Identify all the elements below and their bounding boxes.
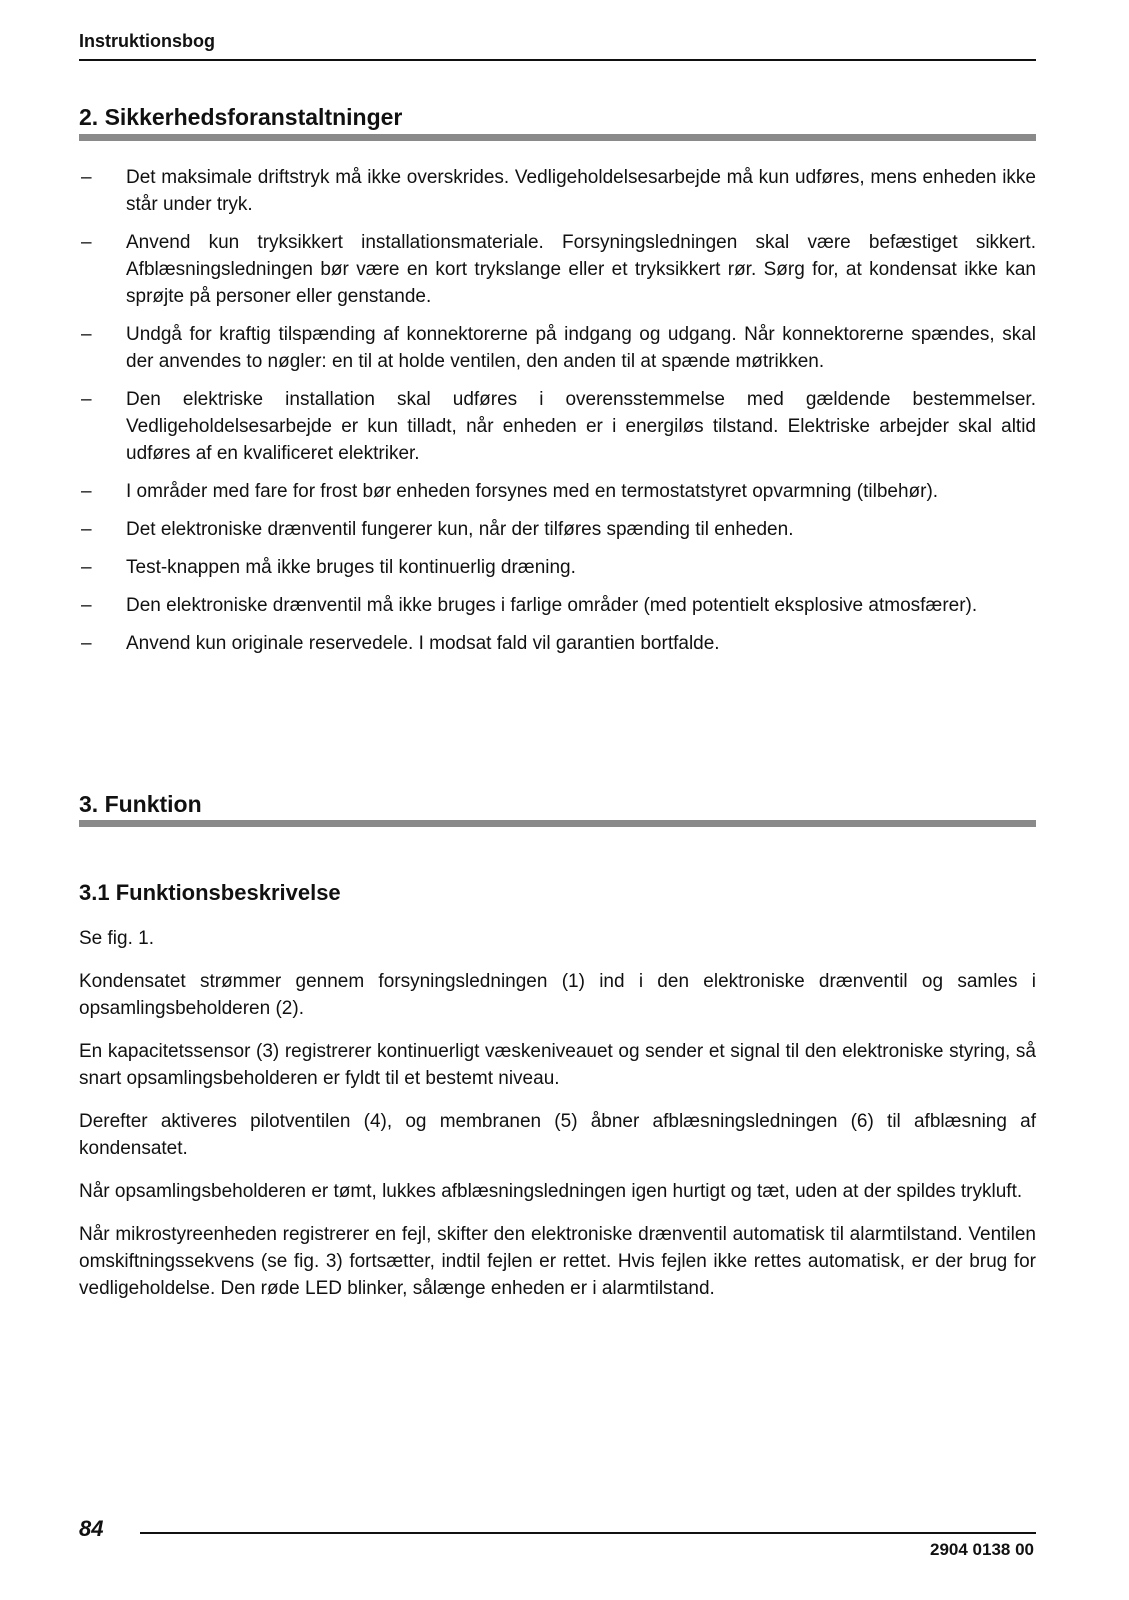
list-item-text: Det maksimale driftstryk må ikke overskrides. Vedligeholdelsesarbejde må kun udføres, mens enheden ikke står under tryk. <box>126 167 1036 215</box>
dash-marker: – <box>81 167 92 188</box>
dash-marker: – <box>81 232 92 253</box>
paragraph: Se fig. 1. <box>79 928 154 949</box>
list-item-text: Den elektriske installation skal udføres i overensstemmelse med gældende bestemmelser. Vedligeholdelsesarbejde er kun tilladt, når enheden er i energiløs tilstand. Elektriske arbejder skal altid udføres af en kvalificeret elektriker. <box>126 389 1036 464</box>
paragraph: Når mikrostyreenheden registrerer en fejl, skifter den elektroniske drænventil automatisk til alarmtilstand. Ventilen omskiftningssekvens (se fig. 3) fortsætter, indtil fejlen er rettet. Hvis fejlen ikke rettes automatisk, er der brug for vedligeholdelse. Den røde LED blinker, sålænge enheden er i alarmtilstand. <box>79 1224 1036 1299</box>
function-description <box>79 925 1036 1318</box>
document-number: 2904 0138 00 <box>930 1540 1034 1559</box>
paragraph: Når opsamlingsbeholderen er tømt, lukkes afblæsningsledningen igen hurtigt og tæt, uden at der spildes trykluft. <box>79 1181 1023 1202</box>
list-item-text: Den elektroniske drænventil må ikke bruges i farlige områder (med potentielt eksplosive atmosfærer). <box>126 595 978 616</box>
list-item <box>79 321 1036 375</box>
dash-marker: – <box>81 481 92 502</box>
paragraph: Derefter aktiveres pilotventilen (4), og membranen (5) åbner afblæsningsledningen (6) til afblæsning af kondensatet. <box>79 1111 1036 1159</box>
section-3-bar <box>79 820 1036 827</box>
dash-marker: – <box>81 557 92 578</box>
list-item-text: I områder med fare for frost bør enheden forsynes med en termostatstyret opvarmning (tilbehør). <box>126 481 939 502</box>
list-item <box>79 229 1036 310</box>
section-3-heading: 3. Funktion <box>79 791 202 817</box>
page-number: 84 <box>79 1516 104 1541</box>
list-item-text: Undgå for kraftig tilspænding af konnektorerne på indgang og udgang. Når konnektorerne spændes, skal der anvendes to nøgler: en til at holde ventilen, den anden til at spænde møtrikken. <box>126 324 1036 372</box>
list-item <box>79 386 1036 467</box>
section-2-heading: 2. Sikkerhedsforanstaltninger <box>79 104 403 130</box>
safety-list <box>79 164 1036 668</box>
paragraph: En kapacitetssensor (3) registrerer kontinuerligt væskeniveauet og sender et signal til den elektroniske styring, så snart opsamlingsbeholderen er fyldt til et bestemt niveau. <box>79 1041 1036 1089</box>
dash-marker: – <box>81 389 92 410</box>
list-item <box>79 554 1036 581</box>
dash-marker: – <box>81 595 92 616</box>
list-item-text: Anvend kun originale reservedele. I modsat fald vil garantien bortfalde. <box>126 633 720 654</box>
dash-marker: – <box>81 519 92 540</box>
list-item <box>79 164 1036 218</box>
list-item <box>79 478 1036 505</box>
dash-marker: – <box>81 324 92 345</box>
dash-marker: – <box>81 633 92 654</box>
subsection-heading: 3.1 Funktionsbeskrivelse <box>79 880 341 905</box>
footer-rule <box>140 1532 1036 1534</box>
list-item <box>79 592 1036 619</box>
list-item-text: Anvend kun tryksikkert installationsmateriale. Forsyningsledningen skal være befæstiget sikkert. Afblæsningsledningen bør være en kort trykslange eller et tryksikkert rør. Sørg for, at kondensat ikke kan sprøjte på personer eller genstande. <box>126 232 1036 307</box>
list-item-text: Det elektroniske drænventil fungerer kun, når der tilføres spænding til enheden. <box>126 519 794 540</box>
list-item-text: Test-knappen må ikke bruges til kontinuerlig dræning. <box>126 557 576 578</box>
list-item <box>79 516 1036 543</box>
header-rule <box>79 59 1036 61</box>
header-title: Instruktionsbog <box>79 31 215 51</box>
list-item <box>79 630 1036 657</box>
section-2-bar <box>79 134 1036 141</box>
paragraph: Kondensatet strømmer gennem forsyningsledningen (1) ind i den elektroniske drænventil og samles i opsamlingsbeholderen (2). <box>79 971 1036 1019</box>
